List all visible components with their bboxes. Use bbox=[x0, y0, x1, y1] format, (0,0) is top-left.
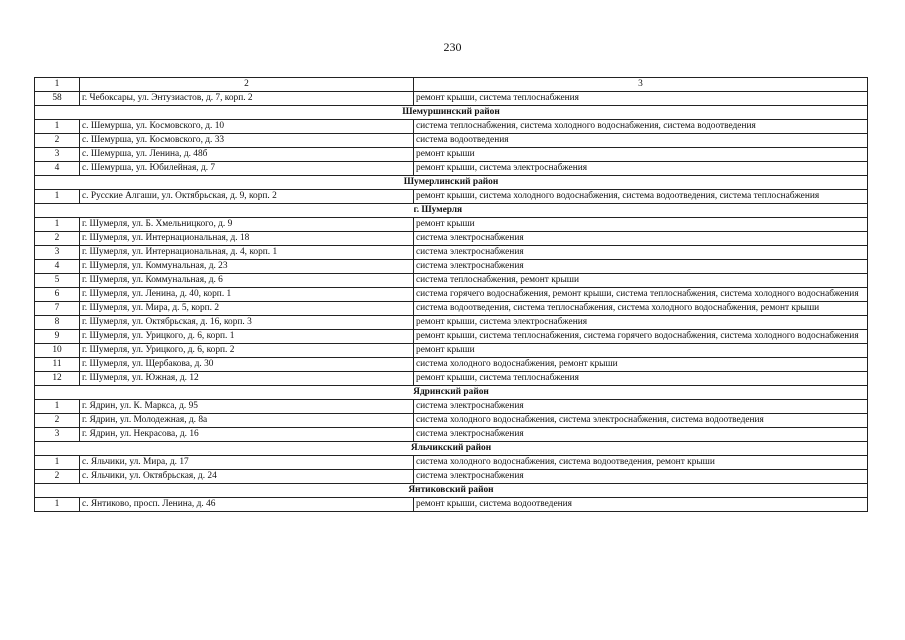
row-number: 2 bbox=[35, 232, 80, 246]
row-number: 4 bbox=[35, 162, 80, 176]
section-blank-cell bbox=[35, 204, 414, 218]
row-address: г. Шумерля, ул. Октябрьская, д. 16, корп. 3 bbox=[80, 316, 414, 330]
row-address: г. Ядрин, ул. Некрасова, д. 16 bbox=[80, 428, 414, 442]
table-row bbox=[35, 358, 868, 372]
row-works: ремонт крыши bbox=[414, 344, 868, 358]
row-number: 2 bbox=[35, 414, 80, 428]
row-works: ремонт крыши, система холодного водоснабжения, система водоотведения, система теплоснабжения bbox=[414, 190, 868, 204]
header-cell-works: 3 bbox=[414, 78, 868, 92]
row-address: с. Янтиково, просп. Ленина, д. 46 bbox=[80, 498, 414, 512]
row-address: г. Шумерля, ул. Щербакова, д. 30 bbox=[80, 358, 414, 372]
header-cell-address: 2 bbox=[80, 78, 414, 92]
header-cell-number: 1 bbox=[35, 78, 80, 92]
row-works: система водоотведения bbox=[414, 134, 868, 148]
row-number: 8 bbox=[35, 316, 80, 330]
row-number: 1 bbox=[35, 120, 80, 134]
row-number: 10 bbox=[35, 344, 80, 358]
row-address: г. Шумерля, ул. Коммунальная, д. 23 bbox=[80, 260, 414, 274]
row-number: 6 bbox=[35, 288, 80, 302]
table-row bbox=[35, 120, 868, 134]
row-address: с. Яльчики, ул. Октябрьская, д. 24 bbox=[80, 470, 414, 484]
row-works: система электроснабжения bbox=[414, 470, 868, 484]
table-row bbox=[35, 330, 868, 344]
table-row bbox=[35, 400, 868, 414]
row-works: ремонт крыши, система теплоснабжения bbox=[414, 372, 868, 386]
page-number: 230 bbox=[443, 40, 462, 54]
row-works: ремонт крыши bbox=[414, 218, 868, 232]
row-number: 3 bbox=[35, 148, 80, 162]
table-row bbox=[35, 456, 868, 470]
row-works: ремонт крыши, система водоотведения bbox=[414, 498, 868, 512]
district-section-row bbox=[35, 484, 868, 498]
row-works: ремонт крыши, система теплоснабжения, система горячего водоснабжения, система холодного водоснабжения bbox=[414, 330, 868, 344]
row-works: система электроснабжения bbox=[414, 400, 868, 414]
row-address: с. Шемурша, ул. Юбилейная, д. 7 bbox=[80, 162, 414, 176]
row-address: г. Шумерля, ул. Урицкого, д. 6, корп. 2 bbox=[80, 344, 414, 358]
row-number: 12 bbox=[35, 372, 80, 386]
table-row bbox=[35, 274, 868, 288]
row-number: 7 bbox=[35, 302, 80, 316]
district-title: Шумерлинский район bbox=[35, 176, 868, 190]
row-address: с. Яльчики, ул. Мира, д. 17 bbox=[80, 456, 414, 470]
table-row bbox=[35, 344, 868, 358]
district-title: Яльчикский район bbox=[35, 442, 868, 456]
table-row bbox=[35, 218, 868, 232]
row-number: 5 bbox=[35, 274, 80, 288]
works-table-body bbox=[35, 78, 868, 512]
row-address: г. Шумерля, ул. Интернациональная, д. 18 bbox=[80, 232, 414, 246]
district-title: Шемуршинский район bbox=[35, 106, 868, 120]
row-number: 58 bbox=[35, 92, 80, 106]
row-works: система водоотведения, система теплоснабжения, система холодного водоснабжения, ремонт крыши bbox=[414, 302, 868, 316]
row-number: 11 bbox=[35, 358, 80, 372]
table-row bbox=[35, 232, 868, 246]
table-row bbox=[35, 414, 868, 428]
row-works: система электроснабжения bbox=[414, 246, 868, 260]
row-address: с. Шемурша, ул. Космовского, д. 33 bbox=[80, 134, 414, 148]
row-number: 1 bbox=[35, 498, 80, 512]
district-title: г. Шумерля bbox=[414, 204, 868, 218]
row-address: г. Шумерля, ул. Интернациональная, д. 4, корп. 1 bbox=[80, 246, 414, 260]
row-address: с. Русские Алгаши, ул. Октябрьская, д. 9, корп. 2 bbox=[80, 190, 414, 204]
table-row bbox=[35, 134, 868, 148]
row-works: ремонт крыши, система теплоснабжения bbox=[414, 92, 868, 106]
table-row bbox=[35, 302, 868, 316]
row-number: 1 bbox=[35, 190, 80, 204]
row-address: г. Шумерля, ул. Коммунальная, д. 6 bbox=[80, 274, 414, 288]
row-address: г. Чебоксары, ул. Энтузиастов, д. 7, корп. 2 bbox=[80, 92, 414, 106]
row-number: 2 bbox=[35, 134, 80, 148]
district-title: Янтиковский район bbox=[35, 484, 868, 498]
works-table bbox=[34, 77, 868, 512]
table-row bbox=[35, 470, 868, 484]
row-address: г. Шумерля, ул. Мира, д. 5, корп. 2 bbox=[80, 302, 414, 316]
district-section-row bbox=[35, 442, 868, 456]
district-section-row bbox=[35, 204, 868, 218]
row-address: г. Ядрин, ул. Молодежная, д. 8а bbox=[80, 414, 414, 428]
row-works: система электроснабжения bbox=[414, 232, 868, 246]
table-row bbox=[35, 246, 868, 260]
row-address: с. Шемурша, ул. Космовского, д. 10 bbox=[80, 120, 414, 134]
row-address: г. Шумерля, ул. Б. Хмельницкого, д. 9 bbox=[80, 218, 414, 232]
row-works: система электроснабжения bbox=[414, 260, 868, 274]
table-row bbox=[35, 162, 868, 176]
row-address: г. Шумерля, ул. Южная, д. 12 bbox=[80, 372, 414, 386]
row-number: 1 bbox=[35, 400, 80, 414]
row-works: система холодного водоснабжения, ремонт крыши bbox=[414, 358, 868, 372]
row-address: г. Шумерля, ул. Ленина, д. 40, корп. 1 bbox=[80, 288, 414, 302]
table-header-row bbox=[35, 78, 868, 92]
row-works: ремонт крыши, система электроснабжения bbox=[414, 162, 868, 176]
table-row bbox=[35, 428, 868, 442]
table-row bbox=[35, 288, 868, 302]
row-number: 3 bbox=[35, 246, 80, 260]
row-works: система холодного водоснабжения, система водоотведения, ремонт крыши bbox=[414, 456, 868, 470]
district-section-row bbox=[35, 386, 868, 400]
table-row bbox=[35, 372, 868, 386]
row-works: система горячего водоснабжения, ремонт крыши, система теплоснабжения, система холодного водоснабжения bbox=[414, 288, 868, 302]
row-number: 4 bbox=[35, 260, 80, 274]
row-works: система электроснабжения bbox=[414, 428, 868, 442]
table-row bbox=[35, 316, 868, 330]
table-row bbox=[35, 92, 868, 106]
table-row bbox=[35, 498, 868, 512]
row-number: 9 bbox=[35, 330, 80, 344]
table-row bbox=[35, 190, 868, 204]
district-section-row bbox=[35, 176, 868, 190]
row-number: 2 bbox=[35, 470, 80, 484]
row-address: г. Ядрин, ул. К. Маркса, д. 95 bbox=[80, 400, 414, 414]
row-works: система теплоснабжения, ремонт крыши bbox=[414, 274, 868, 288]
row-works: ремонт крыши bbox=[414, 148, 868, 162]
row-works: ремонт крыши, система электроснабжения bbox=[414, 316, 868, 330]
row-number: 3 bbox=[35, 428, 80, 442]
table-row bbox=[35, 260, 868, 274]
row-address: г. Шумерля, ул. Урицкого, д. 6, корп. 1 bbox=[80, 330, 414, 344]
row-works: система холодного водоснабжения, система электроснабжения, система водоотведения bbox=[414, 414, 868, 428]
district-section-row bbox=[35, 106, 868, 120]
row-number: 1 bbox=[35, 456, 80, 470]
district-title: Ядринский район bbox=[35, 386, 868, 400]
row-address: с. Шемурша, ул. Ленина, д. 48б bbox=[80, 148, 414, 162]
row-works: система теплоснабжения, система холодного водоснабжения, система водоотведения bbox=[414, 120, 868, 134]
row-number: 1 bbox=[35, 218, 80, 232]
table-row bbox=[35, 148, 868, 162]
